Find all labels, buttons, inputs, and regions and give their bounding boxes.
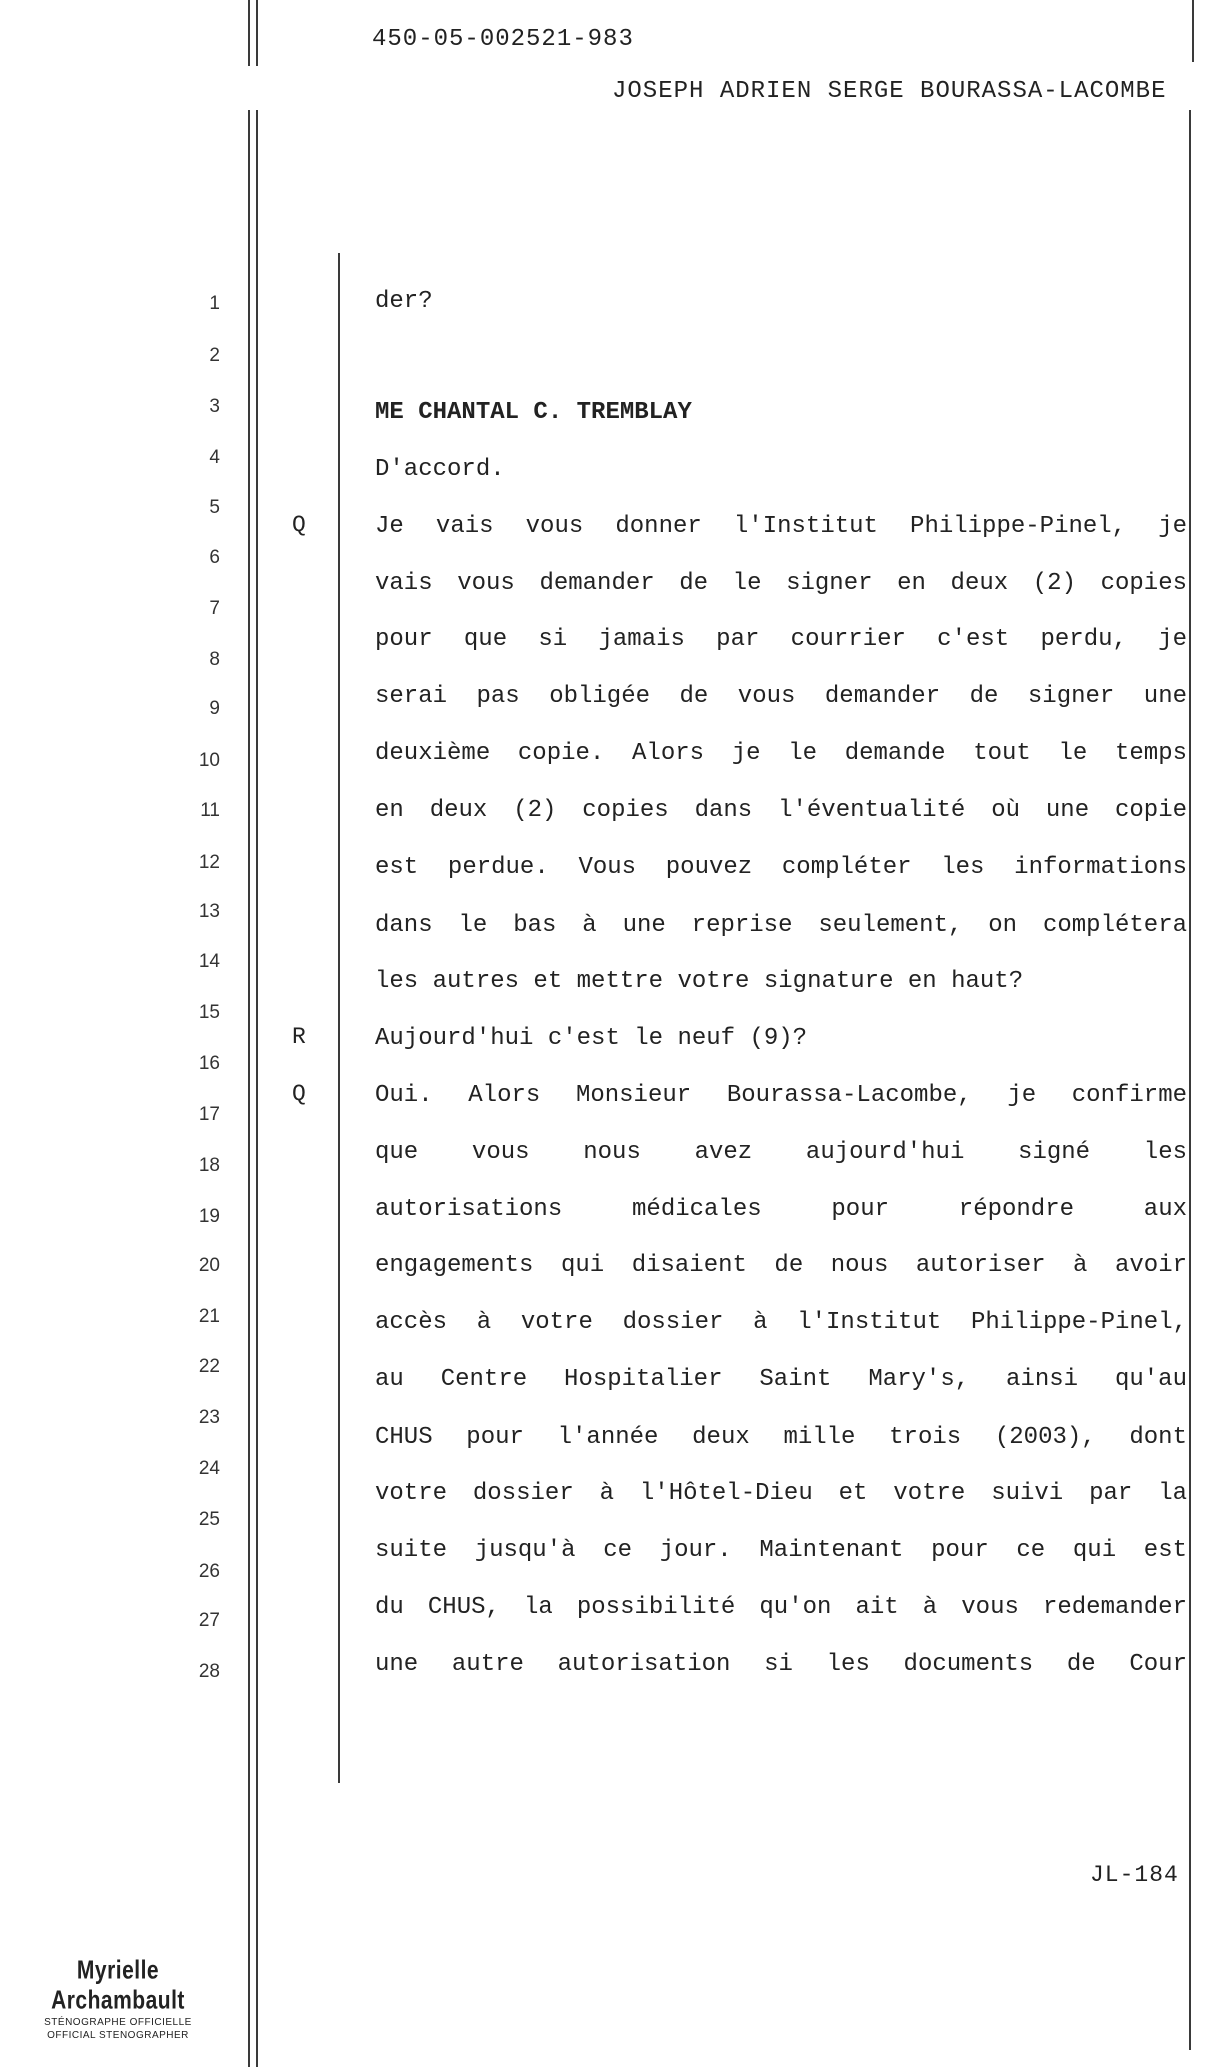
line-number: 26 bbox=[198, 1561, 220, 1582]
line-number: 13 bbox=[198, 901, 220, 922]
transcript-line: pour que si jamais par courrier c'est perdu, je bbox=[375, 626, 1187, 653]
qa-column-rule bbox=[338, 253, 340, 1783]
stenographer-title-en: OFFICIAL STENOGRAPHER bbox=[47, 2030, 189, 2041]
transcript-line: engagements qui disaient de nous autoriser à avoir bbox=[375, 1252, 1187, 1279]
left-margin-rule-1 bbox=[248, 0, 250, 66]
line-number: 28 bbox=[198, 1661, 220, 1682]
line-number: 15 bbox=[198, 1002, 220, 1023]
transcript-line: au Centre Hospitalier Saint Mary's, ainsi qu'au bbox=[375, 1366, 1187, 1393]
transcript-line: Oui. Alors Monsieur Bourassa-Lacombe, je confirme bbox=[375, 1082, 1187, 1109]
transcript-line: dans le bas à une reprise seulement, on complétera bbox=[375, 912, 1187, 939]
transcript-line: der? bbox=[375, 288, 433, 315]
transcript-line: CHUS pour l'année deux mille trois (2003), dont bbox=[375, 1424, 1187, 1451]
page-reference: JL-184 bbox=[1090, 1862, 1179, 1888]
transcript-line: D'accord. bbox=[375, 456, 505, 483]
speaker-marker: R bbox=[292, 1024, 306, 1050]
line-number: 27 bbox=[198, 1610, 220, 1631]
speaker-marker: Q bbox=[292, 512, 306, 538]
right-margin-rule-top bbox=[1192, 0, 1194, 62]
line-number: 7 bbox=[209, 598, 220, 619]
line-number: 3 bbox=[209, 396, 220, 417]
line-number: 23 bbox=[198, 1407, 220, 1428]
line-number: 14 bbox=[198, 951, 220, 972]
transcript-line: votre dossier à l'Hôtel-Dieu et votre suivi par la bbox=[375, 1480, 1187, 1507]
stenographer-logo bbox=[18, 1956, 218, 2042]
line-number: 2 bbox=[209, 345, 220, 366]
line-number: 12 bbox=[198, 852, 220, 873]
line-number: 5 bbox=[209, 497, 220, 518]
line-number: 17 bbox=[198, 1104, 220, 1125]
witness-name: JOSEPH ADRIEN SERGE BOURASSA-LACOMBE bbox=[612, 78, 1167, 105]
transcript-line: est perdue. Vous pouvez compléter les informations bbox=[375, 854, 1187, 881]
transcript-line: autorisations médicales pour répondre aux bbox=[375, 1196, 1187, 1223]
line-number: 1 bbox=[209, 293, 220, 314]
line-number: 21 bbox=[198, 1306, 220, 1327]
line-number: 19 bbox=[198, 1206, 220, 1227]
transcript-line: accès à votre dossier à l'Institut Philippe-Pinel, bbox=[375, 1309, 1187, 1336]
line-number: 20 bbox=[198, 1255, 220, 1276]
speaker-heading: ME CHANTAL C. TREMBLAY bbox=[375, 399, 692, 426]
line-number: 18 bbox=[198, 1155, 220, 1176]
transcript-line: Aujourd'hui c'est le neuf (9)? bbox=[375, 1025, 808, 1052]
speaker-marker: Q bbox=[292, 1081, 306, 1107]
transcript-line: les autres et mettre votre signature en haut? bbox=[375, 968, 1024, 995]
transcript-line: du CHUS, la possibilité qu'on ait à vous redemander bbox=[375, 1594, 1187, 1621]
stenographer-name: Myrielle Archambault bbox=[51, 1956, 185, 2015]
stenographer-title-fr: STÉNOGRAPHE OFFICIELLE bbox=[44, 2017, 192, 2028]
left-margin-rule-4 bbox=[256, 110, 258, 2067]
line-number: 24 bbox=[198, 1458, 220, 1479]
file-number: 450-05-002521-983 bbox=[372, 26, 634, 53]
line-number: 6 bbox=[209, 547, 220, 568]
line-number: 25 bbox=[198, 1509, 220, 1530]
line-number: 9 bbox=[209, 698, 220, 719]
transcript-line: Je vais vous donner l'Institut Philippe-Pinel, je bbox=[375, 513, 1187, 540]
transcript-line: que vous nous avez aujourd'hui signé les bbox=[375, 1139, 1187, 1166]
left-margin-rule-2 bbox=[256, 0, 258, 66]
line-number: 16 bbox=[198, 1053, 220, 1074]
transcript-line: serai pas obligée de vous demander de signer une bbox=[375, 683, 1187, 710]
line-number: 22 bbox=[198, 1356, 220, 1377]
transcript-line: suite jusqu'à ce jour. Maintenant pour ce qui est bbox=[375, 1537, 1187, 1564]
line-number: 11 bbox=[200, 800, 220, 821]
transcript-line: deuxième copie. Alors je le demande tout le temps bbox=[375, 740, 1187, 767]
line-number: 8 bbox=[209, 649, 220, 670]
transcript-line: une autre autorisation si les documents de Cour bbox=[375, 1651, 1187, 1678]
transcript-line: vais vous demander de le signer en deux (2) copies bbox=[375, 570, 1187, 597]
left-margin-rule-3 bbox=[248, 110, 250, 2067]
line-number: 4 bbox=[209, 447, 220, 468]
line-number: 10 bbox=[198, 750, 220, 771]
right-margin-rule bbox=[1189, 110, 1191, 2050]
transcript-line: en deux (2) copies dans l'éventualité où une copie bbox=[375, 797, 1187, 824]
